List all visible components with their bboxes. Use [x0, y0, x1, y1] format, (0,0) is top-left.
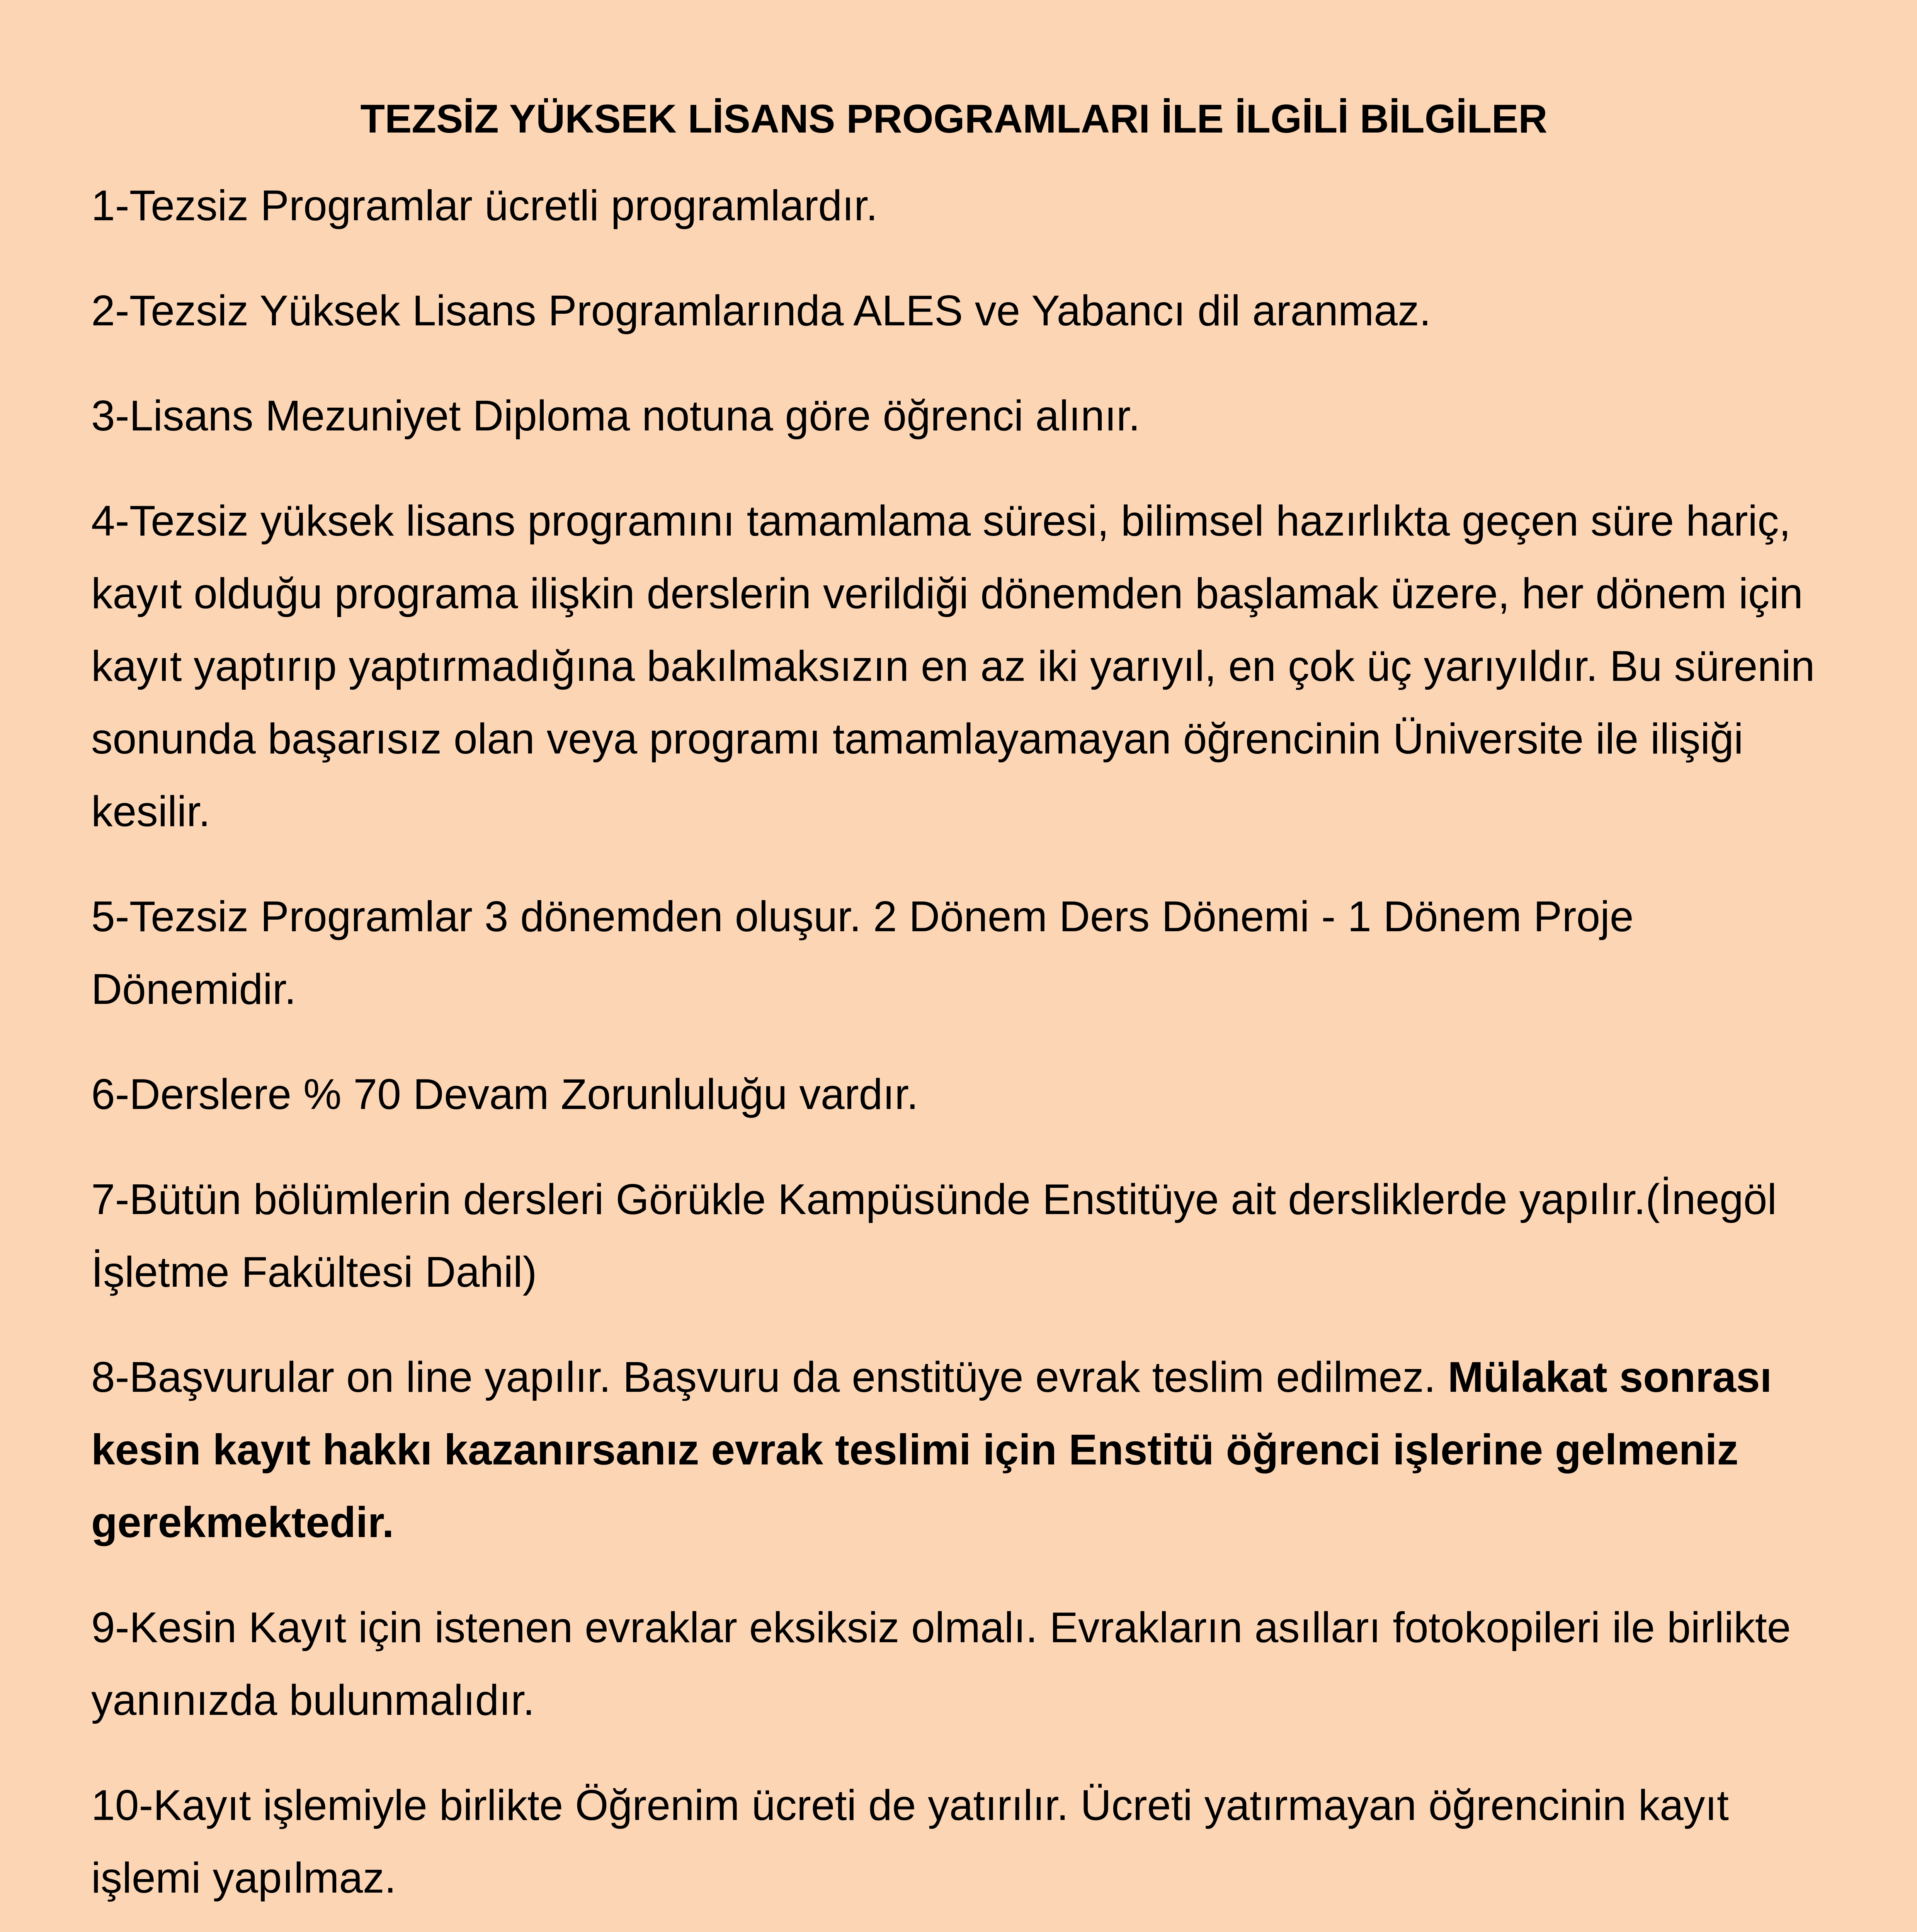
- info-list: [91, 169, 1817, 1932]
- item-number: 10-: [91, 1781, 153, 1829]
- list-item: [91, 1769, 1817, 1914]
- list-item: [91, 274, 1817, 347]
- list-item: [91, 1341, 1817, 1559]
- list-item: [91, 1163, 1817, 1308]
- list-item: [91, 1591, 1817, 1736]
- item-text: Bütün bölümlerin dersleri Görükle Kampüsünde Enstitüye ait dersliklerde yapılır.(İnegöl İşletme Fakültesi Dahil): [91, 1175, 1777, 1296]
- item-number: 9-: [91, 1604, 129, 1651]
- item-text: Kayıt işlemiyle birlikte Öğrenim ücreti de yatırılır. Ücreti yatırmayan öğrencinin kayıt işlemi yapılmaz.: [91, 1781, 1729, 1902]
- item-number: 4-: [91, 497, 129, 545]
- item-number: 2-: [91, 287, 129, 335]
- item-number: 7-: [91, 1175, 129, 1223]
- list-item: [91, 379, 1817, 452]
- item-number: 5-: [91, 893, 129, 940]
- item-number: 8-: [91, 1353, 129, 1401]
- item-text: Tezsiz Programlar ücretli programlardır.: [129, 182, 878, 230]
- item-text: Derslere % 70 Devam Zorunluluğu vardır.: [129, 1070, 919, 1118]
- item-number: 3-: [91, 392, 129, 440]
- item-text: Tezsiz Programlar 3 dönemden oluşur. 2 Dönem Ders Dönemi - 1 Dönem Proje Dönemidir.: [91, 893, 1634, 1013]
- item-text: Başvurular on line yapılır. Başvuru da enstitüye evrak teslim edilmez.: [129, 1353, 1448, 1401]
- item-text: Lisans Mezuniyet Diploma notuna göre öğrenci alınır.: [129, 392, 1140, 440]
- item-number: 1-: [91, 182, 129, 230]
- list-item: [91, 169, 1817, 242]
- document-title: TEZSİZ YÜKSEK LİSANS PROGRAMLARI İLE İLGİLİ BİLGİLER: [360, 97, 1548, 141]
- list-item: [91, 485, 1817, 848]
- item-bold-text: Mülakat sonrası kesin kayıt hakkı kazanırsanız evrak teslimi için Enstitü öğrenci işlerine gelmeniz gerekmektedir.: [91, 1353, 1772, 1546]
- list-item: [91, 1058, 1817, 1131]
- item-text: Tezsiz Yüksek Lisans Programlarında ALES ve Yabancı dil aranmaz.: [129, 287, 1431, 335]
- item-text: Tezsiz yüksek lisans programını tamamlama süresi, bilimsel hazırlıkta geçen süre hariç, kayıt olduğu programa ilişkin derslerin verildiği dönemden başlamak üzere, her dönem için kayıt yaptırıp yaptırmadığına bakılmaksızın en az iki yarıyıl, en çok üç yarıyıldır. Bu sürenin sonunda başarısız olan veya programı tamamlayamayan öğrencinin Üniversite ile ilişiği kesilir.: [91, 497, 1815, 835]
- list-item: [91, 880, 1817, 1026]
- item-number: 6-: [91, 1070, 129, 1118]
- item-text: Kesin Kayıt için istenen evraklar eksiksiz olmalı. Evrakların asılları fotokopileri ile birlikte yanınızda bulunmalıdır.: [91, 1604, 1791, 1724]
